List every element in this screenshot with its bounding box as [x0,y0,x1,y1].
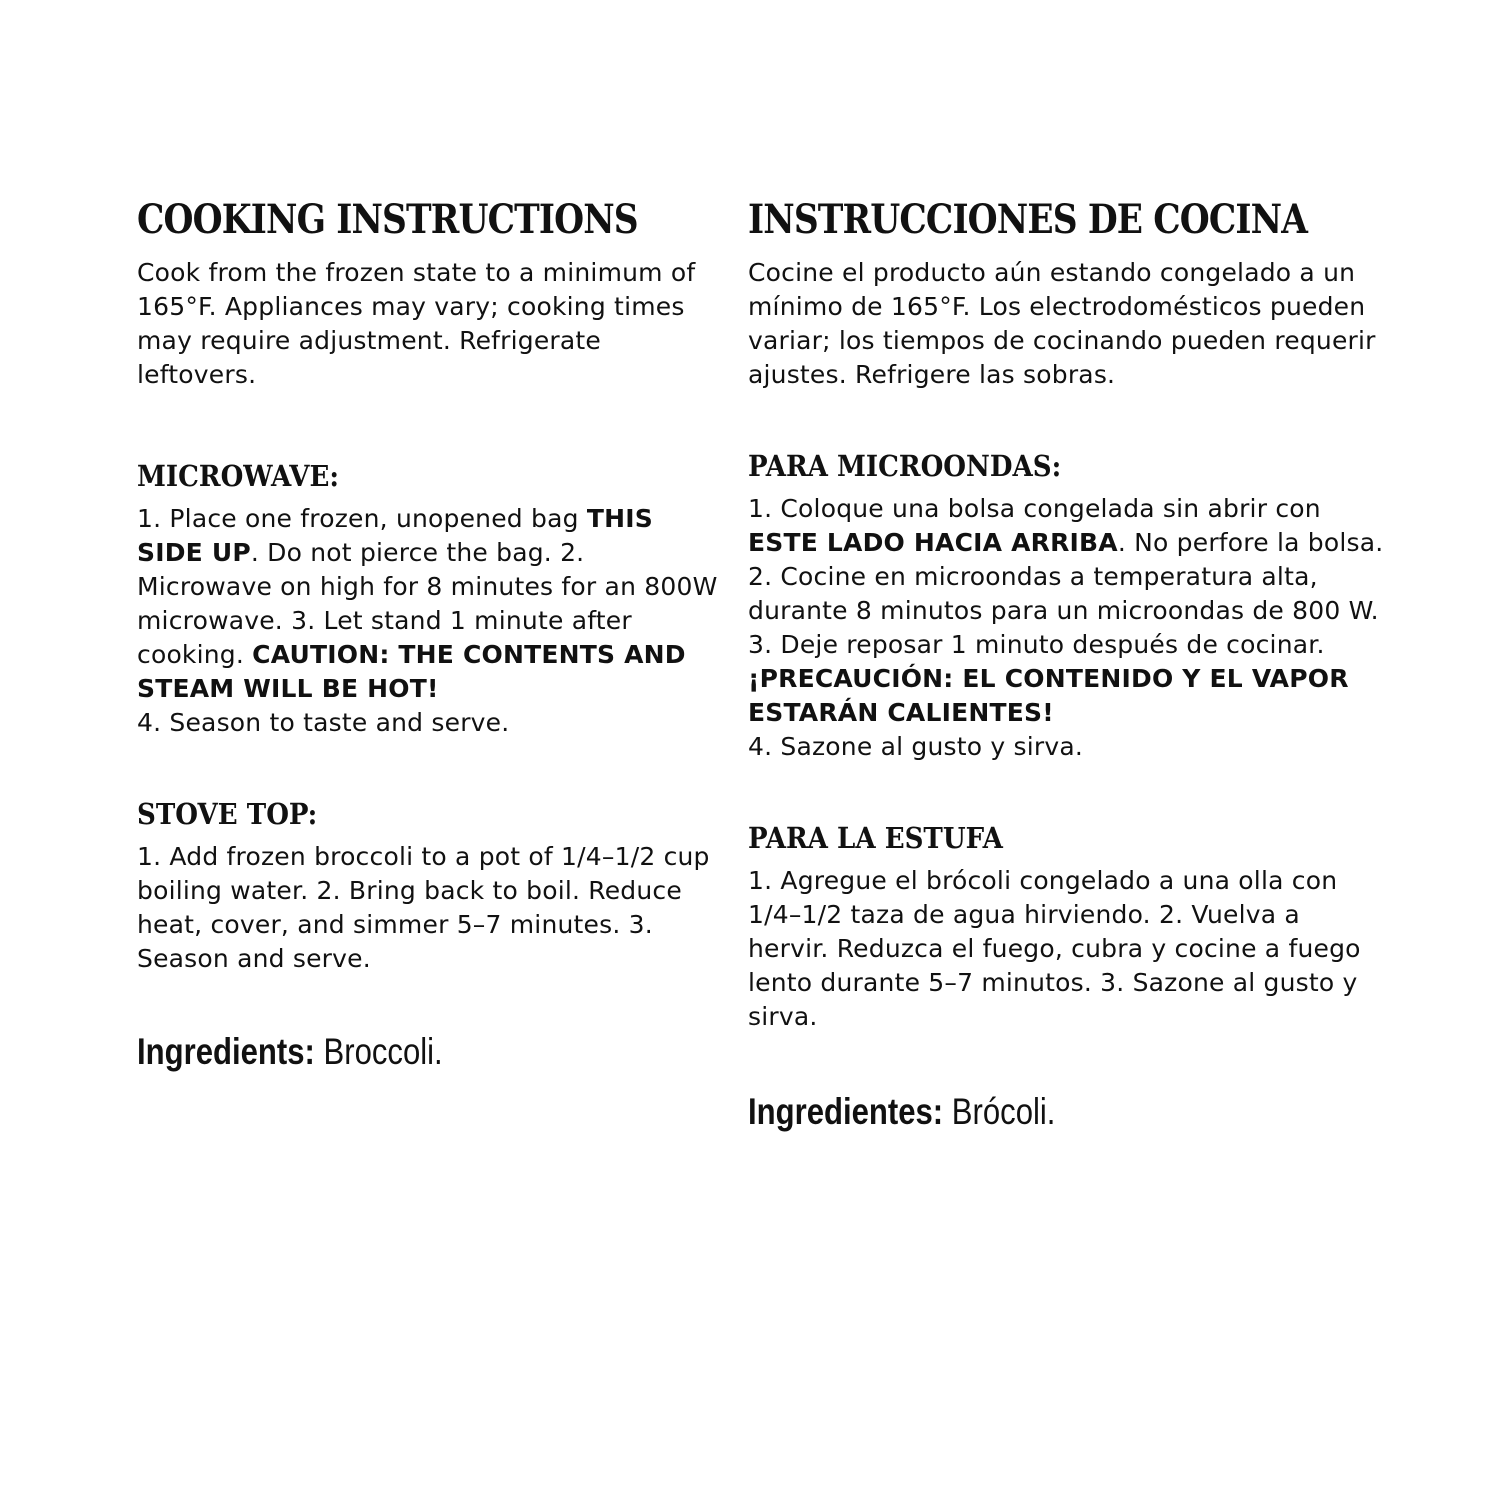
spanish-title: INSTRUCCIONES DE COCINA [748,196,1308,243]
spanish-ingredients-value: Brócoli. [943,1091,1056,1132]
english-microwave-heading: MICROWAVE: [137,459,340,493]
spanish-microwave-steps [748,492,1388,764]
english-stove-heading: STOVE TOP: [137,797,318,831]
english-microwave-step1-a: 1. Place one frozen, unopened bag [137,504,587,533]
spanish-caution: ¡PRECAUCIÓN: EL CONTENIDO Y EL VAPOR ESTARÁN CALIENTES! [748,664,1349,727]
spanish-microwave-step1-a: 1. Coloque una bolsa congelada sin abrir con [748,494,1321,523]
spanish-stove-heading: PARA LA ESTUFA [748,821,1003,855]
spanish-intro: Cocine el producto aún estando congelado a un mínimo de 165°F. Los electrodomésticos pueden variar; los tiempos de cocinando pueden requerir ajustes. Refrigere las sobras. [748,258,1376,389]
spanish-column [748,190,1388,1136]
english-caution: CAUTION: THE CONTENTS AND STEAM WILL BE HOT! [137,640,686,703]
english-ingredients-value: Broccoli. [314,1031,443,1072]
spanish-microwave-heading: PARA MICROONDAS: [748,449,1062,483]
english-title: COOKING INSTRUCTIONS [137,196,638,243]
spanish-ingredients-label: Ingredientes: [748,1091,944,1132]
english-microwave-step4: 4. Season to taste and serve. [137,708,510,737]
english-microwave-step1-b: . Do not pierce the bag. 2. Microwave on high for 8 minutes for an 800W microwave. 3. Let stand 1 minute after cooking. [137,538,718,669]
english-microwave-steps [137,502,722,740]
spanish-microwave-step4: 4. Sazone al gusto y sirva. [748,732,1084,761]
spanish-stove-text: 1. Agregue el brócoli congelado a una olla con 1/4–1/2 taza de agua hirviendo. 2. Vuelva a hervir. Reduzca el fuego, cubra y cocine a fuego lento durante 5–7 minutos. 3. Sazone al gusto y sirva. [748,866,1361,1031]
english-this-side-up: THIS SIDE UP [137,504,653,567]
english-stove-text: 1. Add frozen broccoli to a pot of 1/4–1/2 cup boiling water. 2. Bring back to boil. Reduce heat, cover, and simmer 5–7 minutes. 3. Season and serve. [137,842,710,973]
spanish-ingredients [748,1088,1286,1136]
english-ingredients-label: Ingredients: [137,1031,315,1072]
spanish-microwave-step1-b: . No perfore la bolsa. 2. Cocine en microondas a temperatura alta, durante 8 minutos para un microondas de 800 W. 3. Deje reposar 1 minuto después de cocinar. [748,528,1384,659]
english-ingredients [137,1028,628,1076]
spanish-this-side-up: ESTE LADO HACIA ARRIBA [748,528,1118,557]
english-intro: Cook from the frozen state to a minimum of 165°F. Appliances may vary; cooking times may require adjustment. Refrigerate leftovers. [137,258,696,389]
english-column [137,190,722,1076]
